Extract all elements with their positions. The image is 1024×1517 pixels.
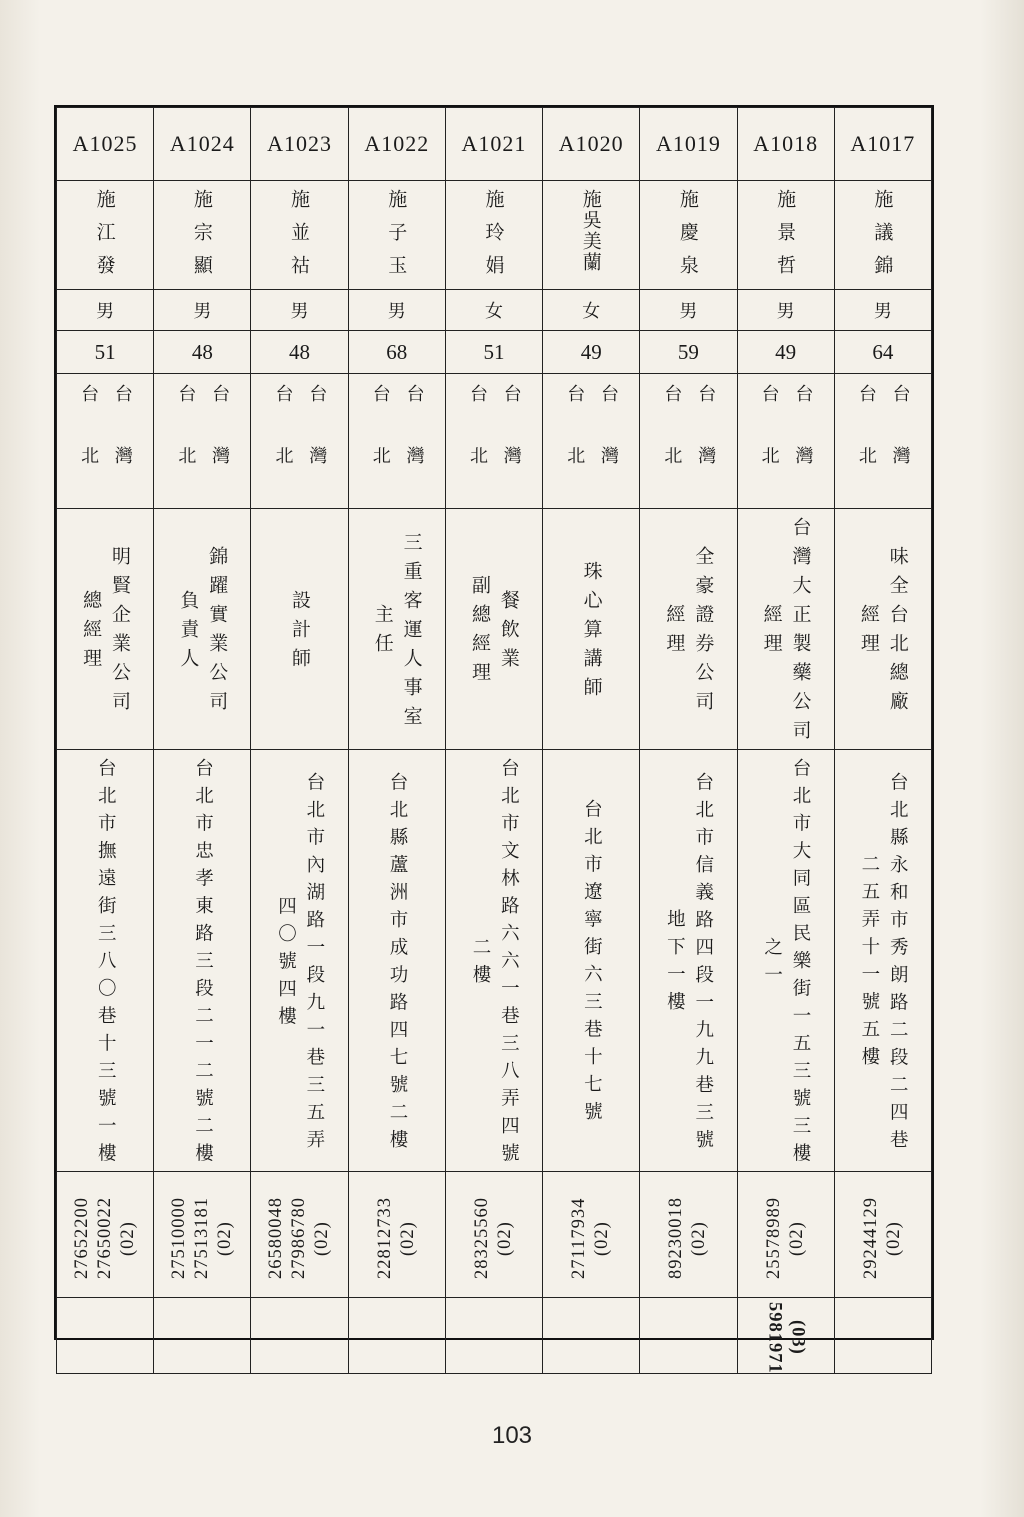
address-cell — [154, 750, 251, 1172]
occupation-line: 經理 — [857, 604, 880, 662]
birthplace-line: 台北 — [855, 384, 877, 508]
phone-cell — [251, 1171, 348, 1297]
age-cell: 51 — [57, 331, 154, 374]
address-cell — [57, 750, 154, 1172]
sex-cell: 男 — [737, 290, 834, 331]
phone-text: 29244129 — [860, 1197, 881, 1279]
occupation-line: 負責人 — [177, 589, 200, 677]
person-name: 施子玉 — [385, 189, 408, 288]
sex-cell: 女 — [445, 290, 542, 331]
name-cell — [543, 181, 640, 290]
phone-cell — [737, 1171, 834, 1297]
person-name: 施並祜 — [288, 189, 311, 288]
address-line: 台北縣永和市秀朗路二段二四巷 — [887, 771, 909, 1157]
birthplace-line: 台灣 — [792, 384, 814, 508]
sex-cell: 男 — [154, 290, 251, 331]
person-name: 施宗顯 — [190, 189, 213, 288]
birthplace-cell — [251, 374, 348, 509]
occupation-line: 總經理 — [80, 589, 103, 677]
age-cell: 48 — [251, 331, 348, 374]
birthplace-cell — [57, 374, 154, 509]
birthplace-line: 台灣 — [598, 384, 619, 508]
sex-row — [57, 290, 932, 331]
occupation-line: 全豪證券公司 — [692, 546, 715, 720]
age-cell: 48 — [154, 331, 251, 374]
occupation-line: 味全台北總廠 — [886, 546, 909, 720]
second-phone-cell — [445, 1297, 542, 1374]
birthplace-line: 台北 — [564, 384, 586, 508]
second-phone-cell — [154, 1297, 251, 1374]
occupation-line: 錦躍實業公司 — [206, 546, 229, 720]
phone-cell — [57, 1171, 154, 1297]
phone-text: (02) — [786, 1220, 807, 1256]
sex-cell: 男 — [640, 290, 737, 331]
address-line: 二五弄十一號五樓 — [858, 854, 880, 1075]
address-row — [57, 750, 932, 1172]
age-cell: 49 — [737, 331, 834, 374]
id-cell: A1020 — [543, 108, 640, 181]
name-cell — [445, 181, 542, 290]
birthplace-cell — [834, 374, 931, 509]
name-cell — [737, 181, 834, 290]
id-row — [57, 108, 932, 181]
age-cell: 64 — [834, 331, 931, 374]
phone-cell — [543, 1171, 640, 1297]
address-cell — [640, 750, 737, 1172]
occupation-line: 經理 — [663, 604, 686, 662]
occupation-line: 台灣大正製藥公司 — [789, 517, 812, 749]
phone-cell — [154, 1171, 251, 1297]
birthplace-line: 台北 — [78, 384, 100, 508]
address-line: 四〇號四樓 — [275, 895, 297, 1033]
age-cell: 59 — [640, 331, 737, 374]
phone-text: (03) — [787, 1319, 808, 1355]
birthplace-line: 台灣 — [695, 384, 717, 508]
id-cell: A1024 — [154, 108, 251, 181]
second-phone-cell — [57, 1297, 154, 1374]
person-name: 施玲娟 — [482, 189, 505, 288]
id-cell: A1023 — [251, 108, 348, 181]
phone-text: 27652200 — [71, 1197, 92, 1279]
second-phone-row — [57, 1297, 932, 1374]
member-register-table — [54, 105, 934, 1374]
phone-row — [57, 1171, 932, 1297]
occupation-cell — [348, 509, 445, 750]
phone-text: (02) — [689, 1220, 710, 1256]
age-cell: 68 — [348, 331, 445, 374]
occupation-cell — [154, 509, 251, 750]
phone-text: 22812733 — [374, 1197, 395, 1279]
phone-text: (02) — [883, 1220, 904, 1256]
id-cell: A1022 — [348, 108, 445, 181]
address-line: 台北市信義路四段一九九巷三號 — [692, 771, 714, 1157]
address-cell — [445, 750, 542, 1172]
phone-cell — [640, 1171, 737, 1297]
phone-text: 27513181 — [191, 1197, 212, 1279]
phone-text: 27117934 — [569, 1197, 590, 1279]
sex-cell: 男 — [348, 290, 445, 331]
page-number: 103 — [491, 1422, 533, 1449]
birthplace-line: 台北 — [175, 384, 197, 508]
occupation-line: 明賢企業公司 — [109, 546, 131, 720]
occupation-cell — [57, 509, 154, 750]
birthplace-row — [57, 374, 932, 509]
phone-text: 27986780 — [289, 1197, 310, 1279]
address-line: 台北縣蘆洲市成功路四七號二樓 — [386, 771, 408, 1157]
person-name: 施江發 — [93, 189, 116, 288]
phone-text: 89230018 — [666, 1197, 687, 1279]
birthplace-line: 台灣 — [111, 384, 133, 508]
occupation-line: 副總經理 — [468, 575, 491, 691]
phone-text: 5981971 — [764, 1301, 785, 1374]
second-phone-cell — [834, 1297, 931, 1374]
id-cell: A1018 — [737, 108, 834, 181]
second-phone-cell — [640, 1297, 737, 1374]
sex-cell: 男 — [57, 290, 154, 331]
phone-text: (02) — [312, 1220, 333, 1256]
occupation-line: 珠心算講師 — [580, 560, 603, 706]
sex-cell: 女 — [543, 290, 640, 331]
address-cell — [251, 750, 348, 1172]
birthplace-cell — [348, 374, 445, 509]
name-cell — [154, 181, 251, 290]
person-name: 施景哲 — [774, 189, 797, 288]
id-cell: A1017 — [834, 108, 931, 181]
second-phone-cell — [251, 1297, 348, 1374]
occupation-row — [57, 509, 932, 750]
sex-cell: 男 — [834, 290, 931, 331]
second-phone-cell — [348, 1297, 445, 1374]
phone-text: (02) — [117, 1220, 138, 1256]
occupation-line: 三重客運人事室 — [400, 531, 423, 735]
address-line: 台北市大同區民樂街一五三號三樓 — [789, 758, 811, 1171]
occupation-cell — [737, 509, 834, 750]
occupation-line: 餐飲業 — [497, 589, 520, 677]
phone-text: 25578989 — [763, 1197, 784, 1279]
occupation-cell — [543, 509, 640, 750]
address-line: 地下一樓 — [664, 909, 686, 1020]
address-cell — [834, 750, 931, 1172]
phone-text: (02) — [214, 1220, 235, 1256]
name-cell — [834, 181, 931, 290]
age-cell: 51 — [445, 331, 542, 374]
occupation-line: 主任 — [371, 604, 394, 662]
birthplace-line: 台灣 — [306, 384, 328, 508]
occupation-line: 設計師 — [288, 589, 311, 677]
occupation-cell — [251, 509, 348, 750]
second-phone-cell — [737, 1297, 834, 1374]
name-cell — [640, 181, 737, 290]
phone-text: (02) — [592, 1220, 613, 1256]
birthplace-cell — [445, 374, 542, 509]
occupation-cell — [640, 509, 737, 750]
phone-text: (02) — [494, 1220, 515, 1256]
birthplace-line: 台灣 — [209, 384, 231, 508]
birthplace-line: 台北 — [272, 384, 294, 508]
age-row — [57, 331, 932, 374]
id-cell: A1021 — [445, 108, 542, 181]
birthplace-line: 台北 — [661, 384, 683, 508]
occupation-line: 經理 — [760, 604, 783, 662]
phone-text: 26580048 — [266, 1197, 287, 1279]
person-name: 施吳美蘭 — [579, 189, 602, 273]
phone-text: 27510000 — [168, 1197, 189, 1279]
birthplace-cell — [737, 374, 834, 509]
phone-text: (02) — [397, 1220, 418, 1256]
occupation-cell — [445, 509, 542, 750]
address-cell — [348, 750, 445, 1172]
name-cell — [57, 181, 154, 290]
name-cell — [348, 181, 445, 290]
name-row — [57, 181, 932, 290]
phone-text: 27650022 — [94, 1197, 115, 1279]
person-name: 施議錦 — [871, 189, 894, 288]
second-phone-cell — [543, 1297, 640, 1374]
birthplace-line: 台灣 — [500, 384, 522, 508]
address-line: 台北市撫遠街三八〇巷十三號一樓 — [95, 758, 117, 1171]
birthplace-line: 台北 — [758, 384, 780, 508]
id-cell: A1019 — [640, 108, 737, 181]
person-name: 施慶泉 — [676, 189, 699, 288]
phone-text: 28325560 — [471, 1197, 492, 1279]
sex-cell: 男 — [251, 290, 348, 331]
birthplace-cell — [640, 374, 737, 509]
address-line: 之一 — [761, 936, 783, 992]
phone-cell — [834, 1171, 931, 1297]
address-line: 台北市文林路六六一巷三八弄四號 — [498, 758, 520, 1171]
address-cell — [737, 750, 834, 1172]
age-cell: 49 — [543, 331, 640, 374]
occupation-cell — [834, 509, 931, 750]
phone-cell — [348, 1171, 445, 1297]
birthplace-line: 台北 — [466, 384, 488, 508]
address-line: 台北市內湖路一段九一巷三五弄 — [303, 771, 325, 1157]
id-cell: A1025 — [57, 108, 154, 181]
birthplace-line: 台灣 — [889, 384, 911, 508]
name-cell — [251, 181, 348, 290]
address-cell — [543, 750, 640, 1172]
birthplace-cell — [154, 374, 251, 509]
address-line: 台北市忠孝東路三段二一二號二樓 — [192, 758, 214, 1171]
birthplace-line: 台北 — [369, 384, 391, 508]
birthplace-cell — [543, 374, 640, 509]
address-line: 台北市遼寧街六三巷十七號 — [581, 799, 603, 1130]
phone-cell — [445, 1171, 542, 1297]
address-line: 二樓 — [469, 936, 491, 992]
birthplace-line: 台灣 — [403, 384, 425, 508]
